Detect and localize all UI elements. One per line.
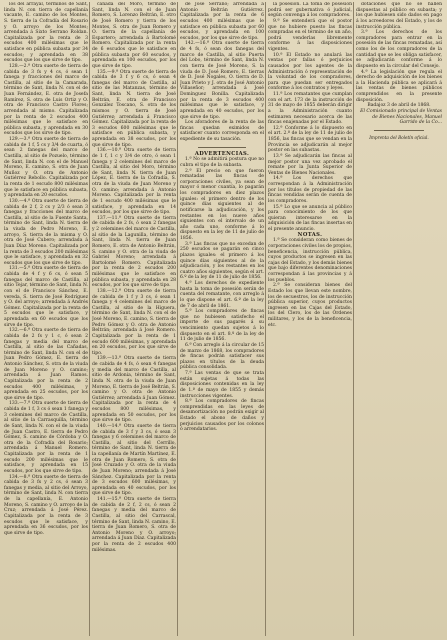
notas-heading: NOTAS. xyxy=(297,231,323,238)
paragraph: 3.ª Las fincas que no excedan de 250 escudos se pagarán en cinco plazos iguales: el primero á los quince días siguientes al de la adjudicación, y los restantes en los cuatro años siguientes, según el art. 6.º de la ley de 11 de julio de 1856. xyxy=(180,241,264,281)
paragraph: 9.ª Se entenderá que el postor que no hubiere puesto las fincas compradas en el término de un año, podrá venderlas libremente conforme á las disposiciones vigentes. xyxy=(268,18,352,52)
paragraph: 133.—7.ª Otra suerte de tierra de cabida de 1 f, 3 cs ó sean 1 fanega y 3 celemines del marco de Castilla, al sitio de la Carrasquilla, término de Sant, linda N. con el de la viuda de Juan Castro, E. tierra de Pedro Gómez, S. camino de Córdoba y O. otra de la Cofradía del Rosario; arrendada á Manuel Romero. Capitalizada por la renta de 1 escudo 200 milésimas que le satisface, y aprendada en 15 escudos, por los que sirve de tipo. xyxy=(4,401,88,474)
paragraph: 13.ª Se adjudicarán las fincas al mejor postor una vez aprobado el remate por la Junta Superior de Ventas de Bienes Nacionales. xyxy=(268,153,352,176)
paragraph: 12.ª Conforme á lo dispuesto en el art. 2.º de la ley de 11 de julio de 1856, las fincas que se vendan en la Provincia se adjudicarán al mejor postor en las subastas. xyxy=(268,125,352,154)
paragraph: 134.—8.ª Otra suerte de tierra de cabida de 3 fs y 2 cs, ó sean 3 fanegas y media, al sitio del Arroyo, término de Sant, linda N. con tierra de la capellanía, E. Antonio Moreno, S. camino y O. arroyo de la Cruz; arrendada á José Pérez. Capitalizada por la renta de 3 escudos que le satisface, y aprendada en 36 escudos, por los que sirve de tipo. xyxy=(4,474,88,536)
paragraph: 11.ª Los rematantes que cumplan con el art. 173 de la instrucción de 31 de mayo de 1855 deberán dirigir a la Administración cuanto estimaren necesario acerca de las fincas enajenadas por el Estado. xyxy=(268,92,352,126)
paragraph: dotaciones que no se hallen dispuestas al público en subasta; y los que hubiesen sido dados en pago á los acreedores del Estado, y los de instrucción pública. xyxy=(356,2,442,30)
column-rule xyxy=(353,2,354,636)
paragraph: 1.ª No se admitirá postura que no cubra el tipo de la subasta. xyxy=(180,157,264,168)
signature-line: El Comisionado principal de Ventas de Bienes Nacionales, Manuel Garrido de la Co... xyxy=(360,108,442,126)
paragraph: 138.—12.ª Otra suerte de tierra de cabida de 1 f y 3 cs, ó sean 1 fanega y 4 celemines del marco de Castilla, al sitio de la Higuera, término de Sant, linda N. con el de José Moreno, E. camino, S. tierra de Pedro Gómez y O. otra de Antonio Beltrán; arrendada á José Romero. Capitalizada por la renta de 1 escudo 600 milésimas, y aprendada en 20 escudos, por los que sirve de tipo. xyxy=(92,288,176,356)
section-divider xyxy=(198,147,246,148)
column-4 xyxy=(268,2,352,636)
paragraph: 6.ª Con arreglo á la circular de 15 de marzo de 1868, los compradores de fincas podrán satisfacer sus plazos en títulos de la deuda pública consolidada. xyxy=(180,342,264,371)
paragraph: de José Serrano; arrendada á Antonio Beltrán Gutiérrez. Capitalizada por la renta de 6 escudos 400 milésimas que le satisface en pública subasta por 60 escudos, y aprendada en 100 escudos, por los que sirve de tipo. xyxy=(180,2,264,41)
paragraph: 130.—4.ª Otra suerte de tierra de cabida de 2 f, 2 cs y 2/3 ó sean 3 fanegas y fracciones del marco de Castilla, al sitio de la Fuente Santa, término de Sant, linda N. tierra de la viuda de Pedro Moreno, E. arroyo, S. tierra de la misma y O. otra de José Cubero; arrendada á Juan Díaz Moreno. Capitalizada por la renta de 3 escudos 200 milésimas que le satisface, y aprendada en 32 escudos que los que sirve de tipo. xyxy=(4,198,88,266)
paragraph: 10.ª El Estado no anulará las ventas por fallas ó perjuicios causados por los agentes de la Administración ó representación de la voluntad de los compradores, para que puedan ser entregados conforme á los contratos y leyes. xyxy=(268,52,352,92)
paragraph: 4.ª Los derechos de expediente hasta la toma de posesión serán de cuenta del rematante, con arreglo á lo que dispone el art. 6.º de la ley de 7 de abril de 1861. xyxy=(180,281,264,309)
paragraph: los del arrayal, términos de Sant, linda N. con tierra de capellanía vacante, E. camino de los Montes, S. tierra de la Cofradía del Rosario y O. arroyo de los Montes; arrendada á Sixto Serrano Roldan. Capitalizada por la renta de 3 escudos 400 milésimas que le satisface en pública subasta por 34 escudos; y aprendada en 38 escudos que los que sirve de tipo. xyxy=(4,2,88,64)
column-5 xyxy=(356,2,442,636)
paragraph: 142.—16.ª Otra suerte de tierra de 4 fs, ó sean dos fanegas del marco de Castilla, al sitio Puerta del Lobo, término de Sant, linda N. con tierra de José Moreno, S. la viuda de D. José Romero, E. tierras de D. José Nogales, O. tierra de D. Juan Prieto y J. otra de José Antonio Villaseñor; arrendada á José Domínguez Bonilla. Capitalizada por la renta de 3 escudos 400 milésimas que le satisface, y aprendada en 40 escudos, por los que sirve de tipo. xyxy=(180,41,264,120)
paragraph: 1.ª Se consideran como bienes de corporaciones civiles los de propios, beneficencia, instrucción pública, cuyos productos se ingresen en las cajas del Estado, y los demás bienes que bajo diferentes denominaciones correspondan á las provincias y á los pueblos. xyxy=(268,238,352,283)
paragraph: 132.—6.ª Otra suerte de tierra de cabida de 2 fs y 1 c, ó sean 2 fanegas y media del marco de Castilla, al sitio de las Cañadas, término de Sant, linda N. con el de Juan Pedro Gómez, E. tierra de Antonio Sánchez, S. otra de la viuda de Juan Moreno y O. camino; arrendada á Juan Ramos. Capitalizada por la renta de 2 escudos 400 milésimas, y aprendada en 25 escudos, por los que sirve de tipo. xyxy=(4,328,88,401)
paragraph: 4.ª La legislación que regula el derecho de adquisición de los bienes a la Hacienda pública se aplicará á las ventas de bienes públicos comprendidos en la presente disposición. xyxy=(356,69,442,103)
paragraph: la posesión. La toma de posesión podrá ser gubernativa ó judicial, según convenga á los compradores. xyxy=(268,2,352,19)
column-rule xyxy=(89,2,90,636)
paragraph: 15.ª Lo que se anuncia al público para conocimiento de los que quieran interesarse en la adquisición de las fincas insertas en el presente anuncio. xyxy=(268,204,352,232)
column-rule xyxy=(177,2,178,636)
paragraph: 141.—15.ª Otra suerte de tierra de cabida de 2 f, 2 cs, ó sean 2 fanegas y media del marco de Castilla, al sitio del Carrascal, término de Sant, linda N. camino, E. tierra de Juan Romero, S. otra de Antonio Moreno y O. arroyo; arrendada á Juan Díaz. Capitalizada por la renta de 2 escudos 400 milésimas. xyxy=(92,497,176,553)
paragraph: Los aforadores de la renta de las fincas quedan eximidos de satisfacer cuanto corresponda en el expediente de su tasación. xyxy=(180,120,264,142)
paragraph: 8.ª Los compradores de fincas comprendidas en las leyes de desamortización no podrán exigir al Estado el abono de daños y perjuicios causados por los colonos ó arrendatarios. xyxy=(180,399,264,433)
date-line: Badajoz 3 de abril de 1868. xyxy=(367,103,431,109)
column-rule xyxy=(265,2,266,636)
paragraph: cañada del Moro, término de Sant, linda N. con el de Juan Romero, S. Lorenzo Beltrán, E. otro de José Romero y tierra de los Montes, S. otra de Juan Romero y O. tierra de la capellanía de Espartero; arrendada á Bartolomé Romero. Capitalizada por la renta de 6 escudos que le satisface en pública subasta por 60 escudos, y aprendada en 100 escudos, por los que sirve de tipo. xyxy=(92,2,176,69)
paragraph: 2.ª El precio en que fueron rematadas las fincas de corporaciones civiles, ya sean de mayor ó menor cuantía, lo pagarán los compradores en diez plazos iguales: el primero dentro de los quince días siguientes al de notificarse la adjudicación, y los restantes en los nueve años siguientes con el intervalo de un año cada uno, conforme á lo dispuesto en la ley de 11 de julio de 1856. xyxy=(180,168,264,241)
column-1 xyxy=(4,2,88,636)
column-2 xyxy=(92,2,176,636)
paragraph: 129.—3.ª Otra suerte de tierra de cabida de 1 f, 5 cs y 3/4 de cuarta, ó sean 2 fanegas del marco de Castilla, al sitio de Pozuelo, término de Sant, linda N. con el de Manuel Moreno, E. camino, S. otra de Juan Muñoz y O. otra de Antonio Gutiérrez Rebollo. Capitalizada por la renta de 1 escudo 800 milésimas que le satisface en pública subasta, y aprendada en 20 escudos. xyxy=(4,137,88,199)
paragraph: 3.ª Los derechos de los compradores para entrar en la posesión de las fincas rematadas, así como los de los compradores de la cantidad que se les obliga satisfacer, se adjudicarán conforme á lo dispuesto en la circular del Consejo. xyxy=(356,30,442,69)
section-divider xyxy=(374,130,424,131)
paragraph: 128.—2.ª Otra suerte de tierra de cabida de 3 fs y 4 cs, ó sean 1 fanega y fracciones del marco de Castilla, al sitio de la Camarada, término de Sant, linda N. con el de Juan Fernández, E. otra de Josefa Ramírez, S. otra de Luis Ortiz y O. otra de Francisco Castro Flores; arrendada al mismo. Capitalizada por la renta de 2 escudos 400 milésimas que le satisface en pública subasta, y aprendada en 30 escudos que los sirve de tipo. xyxy=(4,63,88,137)
paragraph: 139.—13.ª Otra suerte de tierra de cabida de 4 fs, ó sean 4 fanegas y media del marco de Castilla, al sitio de Ardonia, término de Sant, linda N. otra de la viuda de Juan Moreno, E. tierra de José Beltrán, S. camino y O. otra de Antonio Gutiérrez; arrendada á Juan Gómez. Capitalizada por la renta de 4 escudos 800 milésimas, y aprendada en 50 escudos, por los que sirve de tipo. xyxy=(92,356,176,424)
column-3 xyxy=(180,2,264,636)
paragraph: 2.ª Se consideran bienes del Estado los que llevan este nombre, los de secuestros, los de instrucción pública superior, cuyos productos ingresen en las Cajas del Estado, los del Clero, los de las Órdenes militares, y los de la beneficencia, etc. xyxy=(268,283,352,328)
paragraph: 135.—9.ª Otra suerte de tierra de cabida de 3 f y 6 cs, ó sean 4 fanegas del marco de Castilla, al sitio de las Matanzas, término de Sant, linda N. tierra de José Beltrán, E. otra de Francisco González Toscano, S. otra de los mismos y O. tierra de José Gutiérrez; arrendada á Francisco Gómez. Capitalizada por la renta de 3 escudos 600 milésimas que le satisface en pública subasta, y aprendada en 38 escudos, por los que sirve de tipo. xyxy=(92,69,176,148)
paragraph: 137.—11.ª Otra suerte de tierra de cabida de 2 fs, ó sean 2 fanegas y 2 celemines del marco de Castilla, al sitio de la Lagunilla, término de Sant, linda N. tierra de Juan Romero, E. otra de Antonio Beltrán, S. camino y O. otra de la viuda de Gabriel Moreno; arrendada á Bartolomé Romero. Capitalizada por la renta de 2 escudos 200 milésimas que le satisface en pública subasta, y aprendada en 28 escudos, por los que sirve de tipo. xyxy=(92,215,176,289)
paragraph: 5.ª Los compradores de fincas que no hubiesen satisfecho el importe de sus pagarés á su vencimiento quedan sujetos á lo dispuesto en el art. 8.º de la ley de 11 de julio de 1856. xyxy=(180,309,264,343)
printer-imprint: Imprenta del Boletín oficial. xyxy=(369,134,429,140)
paragraph: 14.ª Los derechos que correspondan á la Administración por los títulos de propiedad de las fincas vendidas serán de cuenta de los compradores. xyxy=(268,176,352,204)
paragraph: 131.—5.ª Otra suerte de tierra de cabida de 4 f y 6 cs, ó sean 5 fanegas del marco de Castilla, al sitio Tejar, término de Sant, linda N. con el de Francisco Sánchez, E. vereda, S. tierra de José Rodríguez y O. del arroyo; arrendada á Andrés Gómez. Capitalizada por la renta de 5 escudos que le satisface, y aprendada en 60 escudos que los sirve de tipo. xyxy=(4,266,88,328)
paragraph: 136.—10.ª Otra suerte de tierra de 1 f, 1 c y 3/4 de otro, ó sean 1 fanega y 2 celemines del marco de Castilla, al sitio del Moro, término de Sant, linda N. tierra de Juan López, E. tierra de la Cofradía, S. otra de la viuda de Juan Moreno y O. camino; arrendada á Antonio Moreno. Capitalizada por la renta de 1 escudo 400 milésimas que le satisface, y aprendada en 14 escudos, por los que sirve de tipo. xyxy=(92,148,176,216)
paragraph: 140.—14.ª Otra suerte de tierra de cabida de 3 f y 3 cs, ó sean 3 fanegas y 6 celemines del marco de Castilla, al sitio del Cerrillo, término de Sant, linda N. tierra de la capellanía de Martín Martínez, E. otra de Juan Romero, S. otra de José Cruzado y O. otra de la viuda de Juan Moreno; arrendada á José Sánchez. Capitalizada por la renta de 3 escudos 600 milésimas, y aprendada en 40 escudos, por los que sirve de tipo. xyxy=(92,423,176,497)
paragraph: 7.ª Las ventas de que se trata están sujetas á todas las disposiciones contenidas en la ley de 1.º de mayo de 1855 y demás instrucciones vigentes. xyxy=(180,371,264,399)
advertencias-heading: ADVERTENCIAS. xyxy=(194,150,250,157)
